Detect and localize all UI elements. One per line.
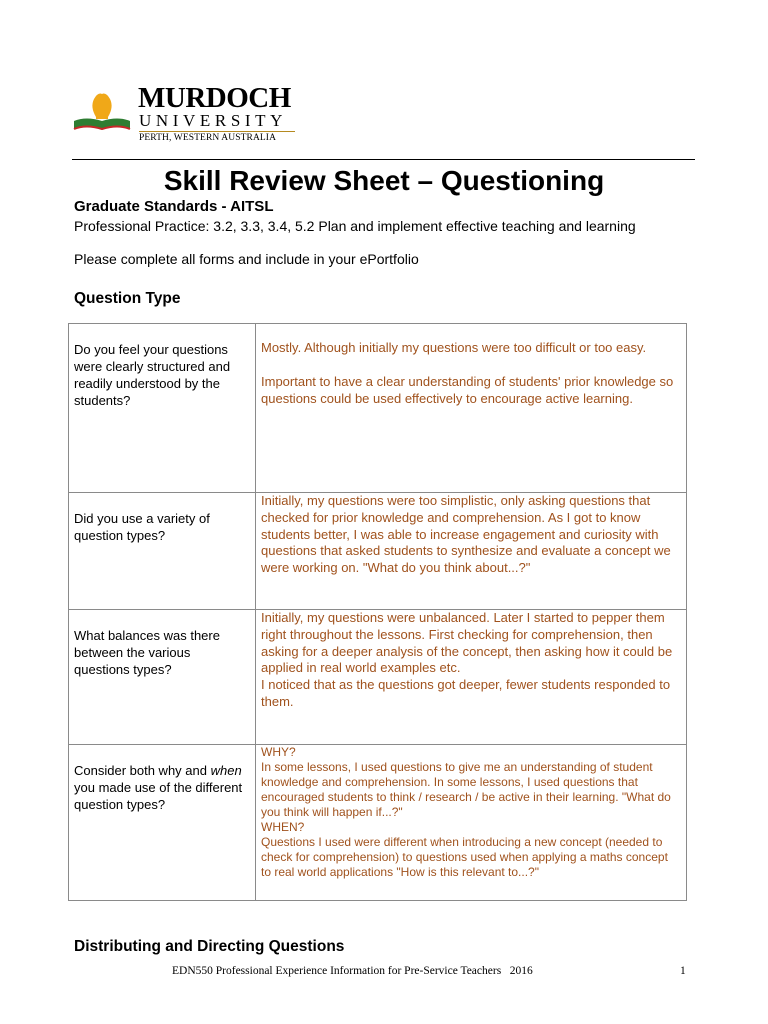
question-text-emphasis: when <box>210 763 242 778</box>
answer-cell <box>256 324 687 493</box>
answer-text: In some lessons, I used questions to give me an understanding of student knowledge and comprehension. In some lessons, I used questions that encouraged students to think / research / be active in their learning. "What do you think will happen if...?" <box>261 760 671 819</box>
murdoch-crest-icon <box>72 83 134 139</box>
instruction-text: Please complete all forms and include in your ePortfolio <box>74 251 419 267</box>
question-text: What balances was there between the various questions types? <box>74 628 220 677</box>
when-label: WHEN? <box>261 820 305 834</box>
header-divider <box>72 159 695 160</box>
answer-text: Important to have a clear understanding of students' prior knowledge so questions could be used effectively to encourage active learning. <box>261 373 674 406</box>
question-cell <box>69 610 256 745</box>
section-heading-distributing: Distributing and Directing Questions <box>74 938 345 955</box>
table-row <box>69 745 687 901</box>
question-cell <box>69 493 256 610</box>
question-text-before: Consider both why and <box>74 763 211 778</box>
graduate-standards-heading: Graduate Standards - AITSL <box>74 198 274 215</box>
answer-text: Mostly. Although initially my questions were too difficult or too easy. <box>261 340 647 355</box>
question-type-table <box>68 323 687 901</box>
answer-text: Initially, my questions were too simplistic, only asking questions that checked for prior knowledge and comprehension. As I got to know students better, I was able to increase engagement and curiosity with questions that asked students to synthesize and evaluate a concept we were working on. "What do you think about...?" <box>261 493 671 576</box>
professional-practice-text: Professional Practice: 3.2, 3.3, 3.4, 5.2 Plan and implement effective teaching and learning <box>74 218 636 234</box>
table-row <box>69 610 687 745</box>
murdoch-logo <box>72 83 302 145</box>
page-number: 1 <box>680 965 686 977</box>
answer-cell <box>256 610 687 745</box>
answer-text: Questions I used were different when introducing a new concept (needed to check for comprehension) to questions used when applying a maths concept to real world applications "How is this relevant to...?" <box>261 835 668 879</box>
logo-university: UNIVERSITY <box>139 111 287 130</box>
logo-divider <box>139 131 295 132</box>
page-title: Skill Review Sheet – Questioning <box>163 165 605 196</box>
answer-text: Initially, my questions were unbalanced. Later I started to pepper them right throughout the lessons. First checking for comprehension, then asking for a deeper analysis of the concept, then asking how it could be applied in real world examples etc. <box>261 610 673 676</box>
answer-cell <box>256 745 687 901</box>
question-text-after: you made use of the different question types? <box>74 780 243 812</box>
why-label: WHY? <box>261 745 296 759</box>
table-row <box>69 324 687 493</box>
answer-text: I noticed that as the questions got deeper, fewer students responded to them. <box>261 677 671 709</box>
footer-text: EDN550 Professional Experience Information for Pre-Service Teachers 2016 <box>172 965 533 977</box>
question-text: Did you use a variety of question types? <box>74 511 210 543</box>
logo-name: MURDOCH <box>138 82 291 114</box>
section-heading-question-type: Question Type <box>74 290 181 307</box>
question-cell <box>69 745 256 901</box>
question-text: Do you feel your questions were clearly structured and readily understood by the students? <box>74 342 231 408</box>
logo-location: PERTH, WESTERN AUSTRALIA <box>139 133 277 143</box>
table-row <box>69 493 687 610</box>
question-cell <box>69 324 256 493</box>
answer-cell <box>256 493 687 610</box>
